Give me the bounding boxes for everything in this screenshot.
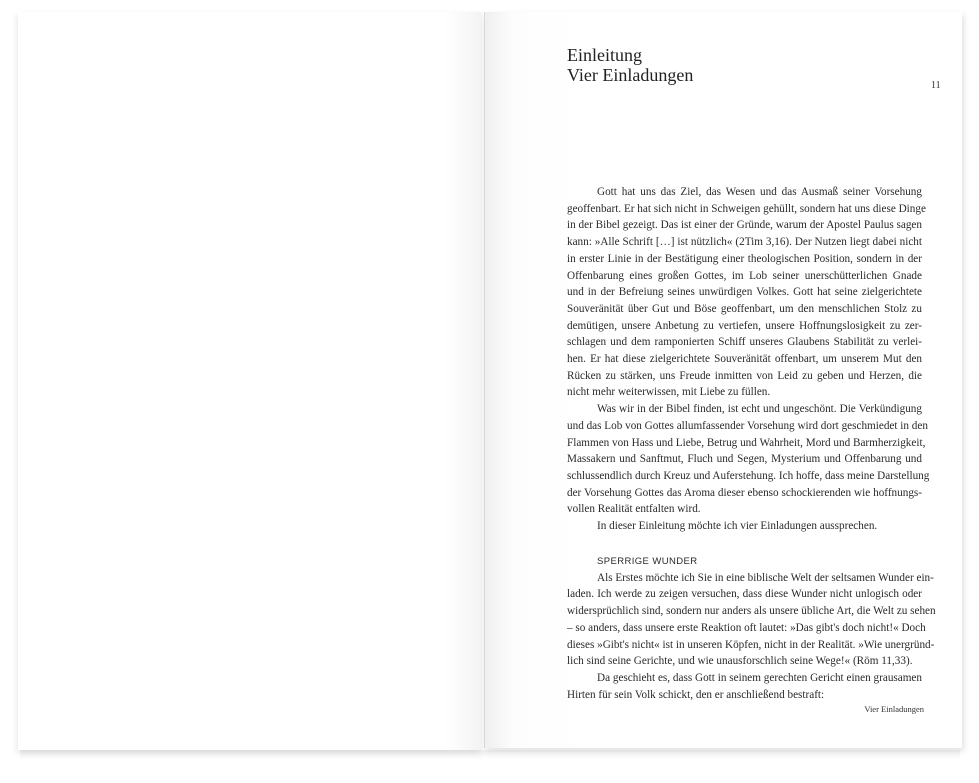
text-line: hen. Er hat diese zielgerichtete Souveränität offenbart, um unserem Mut den	[567, 353, 922, 366]
text-line: Souveränität über Gut und Böse geoffenbart, um den menschlichen Stolz zu	[567, 302, 922, 315]
paragraph-3	[567, 518, 922, 535]
right-page	[484, 12, 962, 748]
text-line: Hirten für sein Volk schickt, den er anschließend bestraft:	[567, 688, 825, 701]
text-line: Offenbarung eines großen Gottes, im Lob seiner unerschütterlichen Gnade	[567, 269, 922, 282]
text-line: kann: »Alle Schrift […] ist nützlich« (2Tim 3,16). Der Nutzen liegt dabei nicht	[567, 236, 922, 249]
paragraph-2	[567, 401, 930, 518]
text-line: laden. Ich werde zu zeigen versuchen, dass diese Wunder nicht unlogisch oder	[567, 588, 922, 601]
text-line: widersprüchlich sind, sondern nur anders als unsere übliche Art, die Welt zu sehen	[567, 605, 936, 618]
text-line: geoffenbart. Er hat sich nicht in Schweigen gehüllt, sondern hat uns diese Dinge	[567, 202, 926, 215]
text-line: demütigen, unsere Anbetung zu vertiefen, unsere Hoffnungslosigkeit zu zer-	[567, 319, 922, 332]
text-line: und das Lob von Gottes allumfassender Vorsehung wird dort geschmiedet in den	[567, 419, 928, 432]
text-line: lich sind seine Gerichte, und wie unausforschlich seine Wege!« (Röm 11,33).	[567, 655, 913, 668]
paragraph-5	[567, 670, 922, 703]
chapter-title: Einleitung	[567, 45, 642, 65]
text-line: Da geschieht es, dass Gott in seinem gerechten Gericht einen grausamen	[597, 671, 922, 684]
running-footer: Vier Einladungen	[864, 704, 924, 714]
text-line: Gott hat uns das Ziel, das Wesen und das Ausmaß seiner Vorsehung	[597, 186, 922, 198]
text-line: – so anders, dass unsere erste Reaktion oft lautet: »Das gibt's doch nicht!« Doch	[567, 621, 926, 634]
text-line: in der Bibel gezeigt. Das ist einer der Gründe, warum der Apostel Paulus sagen	[567, 219, 922, 232]
text-line: Was wir in der Bibel finden, ist echt und ungeschönt. Die Verkündigung	[597, 403, 922, 416]
paragraph-1	[567, 184, 926, 401]
page-edge-shadow	[20, 750, 960, 760]
book-spread	[18, 12, 963, 762]
body-text	[567, 184, 936, 703]
text-line: und in der Befreiung seines unwürdigen Volkes. Gott hat seine zielgerichtete	[567, 286, 922, 299]
text-line: Als Erstes möchte ich Sie in eine biblische Welt der seltsamen Wunder ein-	[597, 571, 934, 584]
text-line: Flammen von Hass und Liebe, Betrug und Wahrheit, Mord und Barmherzigkeit,	[567, 436, 926, 449]
section-gap	[567, 535, 922, 544]
text-line: Rücken zu stärken, uns Freude inmitten von Leid zu geben und Herzen, die	[567, 369, 922, 382]
text-line: vollen Realität entfalten wird.	[567, 503, 701, 516]
paragraph-4	[567, 570, 936, 670]
text-line: dieses »Gibt's nicht« ist in unseren Köpfen, nicht in der Realität. »Wie unergründ-	[567, 638, 935, 651]
text-line: der Vorsehung Gottes das Aroma dieser ebenso schockierenden wie hoffnungs-	[567, 486, 922, 499]
text-line: nicht mehr weiterwissen, mit Liebe zu füllen.	[567, 386, 771, 399]
text-line: Massakern und Sanftmut, Fluch und Segen, Mysterium und Offenbarung und	[567, 453, 922, 466]
left-page-blank	[18, 12, 482, 750]
text-line: In dieser Einleitung möchte ich vier Einladungen aussprechen.	[597, 520, 878, 533]
chapter-subtitle: Vier Einladungen	[567, 65, 694, 85]
text-line: schlussendlich durch Kreuz und Auferstehung. Ich hoffe, dass meine Darstellung	[567, 469, 930, 482]
page-number: 11	[931, 80, 941, 91]
chapter-header	[567, 46, 693, 84]
text-line: schlagen und dem ramponierten Schiff unseres Glaubens Stabilität zu verlei-	[567, 336, 922, 349]
text-line: in erster Linie in der Bestätigung einer theologischen Position, sondern in der	[567, 252, 922, 265]
section-heading: SPERRIGE WUNDER	[597, 555, 698, 567]
